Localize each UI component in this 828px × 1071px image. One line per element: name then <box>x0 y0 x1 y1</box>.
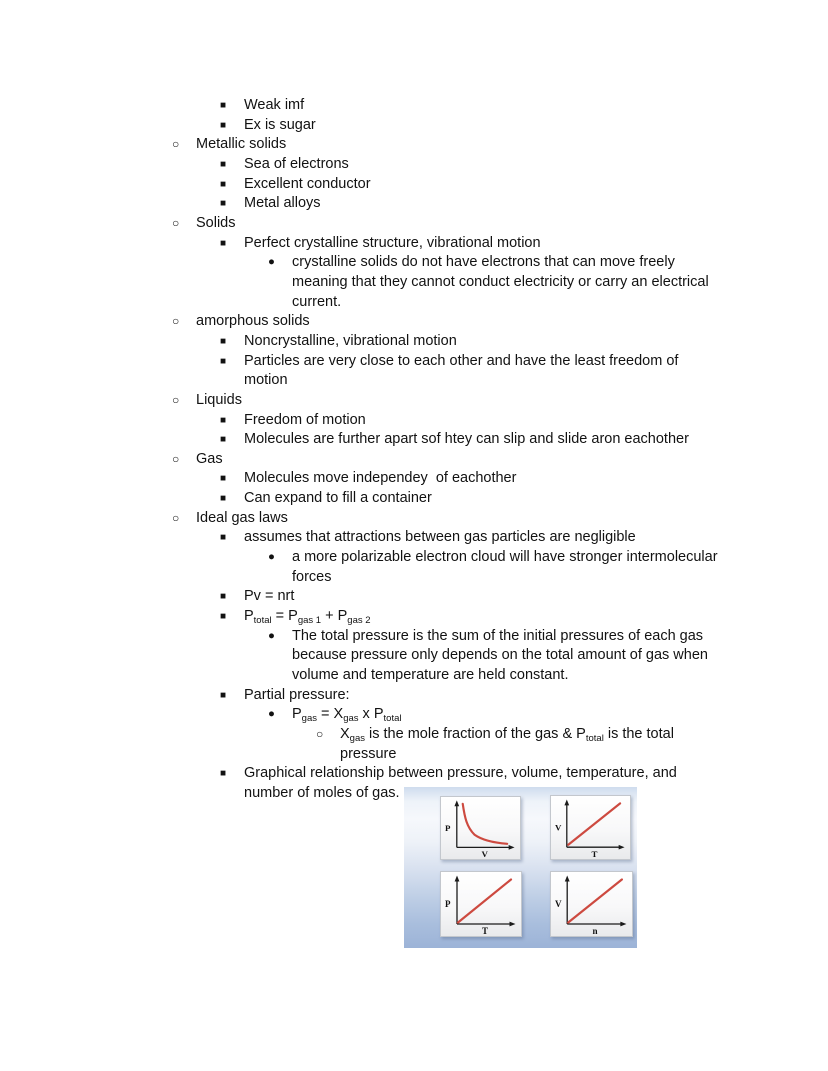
list-item-text: Noncrystalline, vibrational motion <box>244 332 457 349</box>
square-bullet-icon: ■ <box>220 591 227 603</box>
list-item-text: Partial pressure: <box>244 686 350 703</box>
list-item <box>0 312 828 332</box>
list-item-text: crystalline solids do not have electrons that can move freely meaning that they cannot conduct electricity or carry an electrical current. <box>292 254 709 310</box>
list-item-text: Ex is sugar <box>244 116 316 133</box>
square-bullet-icon: ■ <box>220 100 227 111</box>
circle-bullet-icon: ○ <box>172 314 180 329</box>
list-item-text: Perfect crystalline structure, vibrational motion <box>244 234 541 251</box>
x-axis-label: T <box>482 926 489 936</box>
disc-bullet-icon: ● <box>268 256 275 269</box>
list-item-text: $P_{gas} = X_{gas}$ x $P_{total}$ <box>292 706 402 725</box>
list-item-text: Excellent conductor <box>244 175 371 192</box>
x-axis-arrow-icon <box>510 922 516 927</box>
square-bullet-icon: ■ <box>220 158 227 170</box>
list-item-text: a more polarizable electron cloud will have stronger intermolecular forces <box>292 549 718 585</box>
square-bullet-icon: ■ <box>220 611 227 623</box>
y-axis-label: V <box>554 822 562 833</box>
list-item-text: $X_{gas}$ is the mole fraction of the gas & $P_{total}$ is the total pressure <box>340 726 674 762</box>
list-item <box>0 528 828 548</box>
x-axis-label: V <box>481 849 488 859</box>
list-item-text: Ideal gas laws <box>196 509 288 526</box>
list-item <box>0 686 828 706</box>
square-bullet-icon: ■ <box>220 532 227 544</box>
pressure-temperature-chart <box>441 872 521 936</box>
volume-moles-graph <box>550 871 633 937</box>
square-bullet-icon: ■ <box>220 178 227 190</box>
list-item-text: $P_{total} = P_{gas 1} + P_{gas 2}$ <box>244 608 371 627</box>
circle-bullet-icon: ○ <box>172 451 180 466</box>
y-axis-label: P <box>444 822 451 833</box>
list-item <box>0 489 828 509</box>
gas-laws-figure <box>404 787 637 948</box>
disc-bullet-icon: ● <box>268 708 275 721</box>
list-item-text: Sea of electrons <box>244 155 349 172</box>
linear-curve <box>568 803 620 844</box>
square-bullet-icon: ■ <box>220 768 227 780</box>
list-item <box>0 469 828 489</box>
list-item <box>0 627 828 686</box>
x-axis-arrow-icon <box>509 845 515 850</box>
list-item-text: Liquids <box>196 391 242 408</box>
inverse-curve <box>463 804 507 844</box>
disc-bullet-icon: ● <box>268 629 275 642</box>
list-item-text: Molecules are further apart sof htey can slip and slide aron eachother <box>244 431 689 448</box>
circle-bullet-icon: ○ <box>172 392 180 407</box>
list-item <box>0 391 828 411</box>
list-item-text: Solids <box>196 214 236 231</box>
list-item <box>0 587 828 607</box>
x-axis-label: T <box>591 849 598 859</box>
notes-list <box>0 96 828 804</box>
square-bullet-icon: ■ <box>220 119 227 131</box>
square-bullet-icon: ■ <box>220 493 227 505</box>
x-axis-label: n <box>592 926 598 936</box>
volume-temperature-chart <box>551 796 630 859</box>
list-item-text: Pv = nrt <box>244 588 295 605</box>
disc-bullet-icon: ● <box>268 551 275 564</box>
pressure-volume-graph <box>440 796 521 860</box>
square-bullet-icon: ■ <box>220 434 227 446</box>
square-bullet-icon: ■ <box>220 355 227 367</box>
list-item-text: Particles are very close to each other and have the least freedom of motion <box>244 352 679 389</box>
x-axis-arrow-icon <box>620 922 626 927</box>
list-item-text: Freedom of motion <box>244 411 366 428</box>
volume-moles-chart <box>551 872 632 936</box>
circle-bullet-icon: ○ <box>172 137 180 152</box>
circle-bullet-icon: ○ <box>172 215 180 230</box>
volume-temperature-graph <box>550 795 631 860</box>
y-axis-arrow-icon <box>564 799 569 805</box>
list-item <box>0 509 828 529</box>
list-item-text: Gas <box>196 450 223 467</box>
list-item <box>0 607 828 627</box>
list-item-text: Metallic solids <box>196 136 287 153</box>
list-item <box>0 194 828 214</box>
pressure-volume-chart <box>441 797 520 859</box>
list-item <box>0 116 828 136</box>
list-item <box>0 411 828 431</box>
x-axis-arrow-icon <box>619 845 625 850</box>
list-item <box>0 430 828 450</box>
square-bullet-icon: ■ <box>220 237 227 249</box>
list-item-text: Molecules move independey of eachother <box>244 470 517 487</box>
list-item-text: Graphical relationship between pressure, volume, temperature, and number of moles of gas. <box>244 765 677 801</box>
square-bullet-icon: ■ <box>220 198 227 210</box>
list-item <box>0 352 828 391</box>
list-item-text: The total pressure is the sum of the initial pressures of each gas because pressure only depends on the total amount of gas when volume and temperature are held constant. <box>292 627 708 684</box>
y-axis-arrow-icon <box>455 876 460 882</box>
linear-curve <box>458 880 511 923</box>
list-item <box>0 96 828 116</box>
circle-bullet-icon: ○ <box>316 727 324 741</box>
list-item <box>0 332 828 352</box>
pressure-temperature-graph <box>440 871 522 937</box>
list-item-text: Metal alloys <box>244 195 321 212</box>
linear-curve <box>568 880 622 923</box>
square-bullet-icon: ■ <box>220 335 227 347</box>
square-bullet-icon: ■ <box>220 473 227 485</box>
list-item-text: amorphous solids <box>196 313 310 330</box>
square-bullet-icon: ■ <box>220 414 227 426</box>
list-item <box>0 234 828 254</box>
list-item-text: assumes that attractions between gas particles are negligible <box>244 529 636 546</box>
y-axis-label: P <box>445 899 451 909</box>
list-item <box>0 253 828 312</box>
list-item <box>0 450 828 470</box>
y-axis-arrow-icon <box>454 800 459 806</box>
list-item <box>0 135 828 155</box>
list-item <box>0 175 828 195</box>
y-axis-arrow-icon <box>565 876 570 882</box>
y-axis-label: V <box>555 899 562 909</box>
list-item <box>0 705 828 725</box>
list-item <box>0 155 828 175</box>
list-item-text: Can expand to fill a container <box>244 490 432 507</box>
list-item <box>0 725 828 764</box>
list-item <box>0 548 828 587</box>
list-item <box>0 214 828 234</box>
square-bullet-icon: ■ <box>220 689 227 701</box>
circle-bullet-icon: ○ <box>172 510 180 525</box>
list-item-text: Weak imf <box>244 97 305 113</box>
